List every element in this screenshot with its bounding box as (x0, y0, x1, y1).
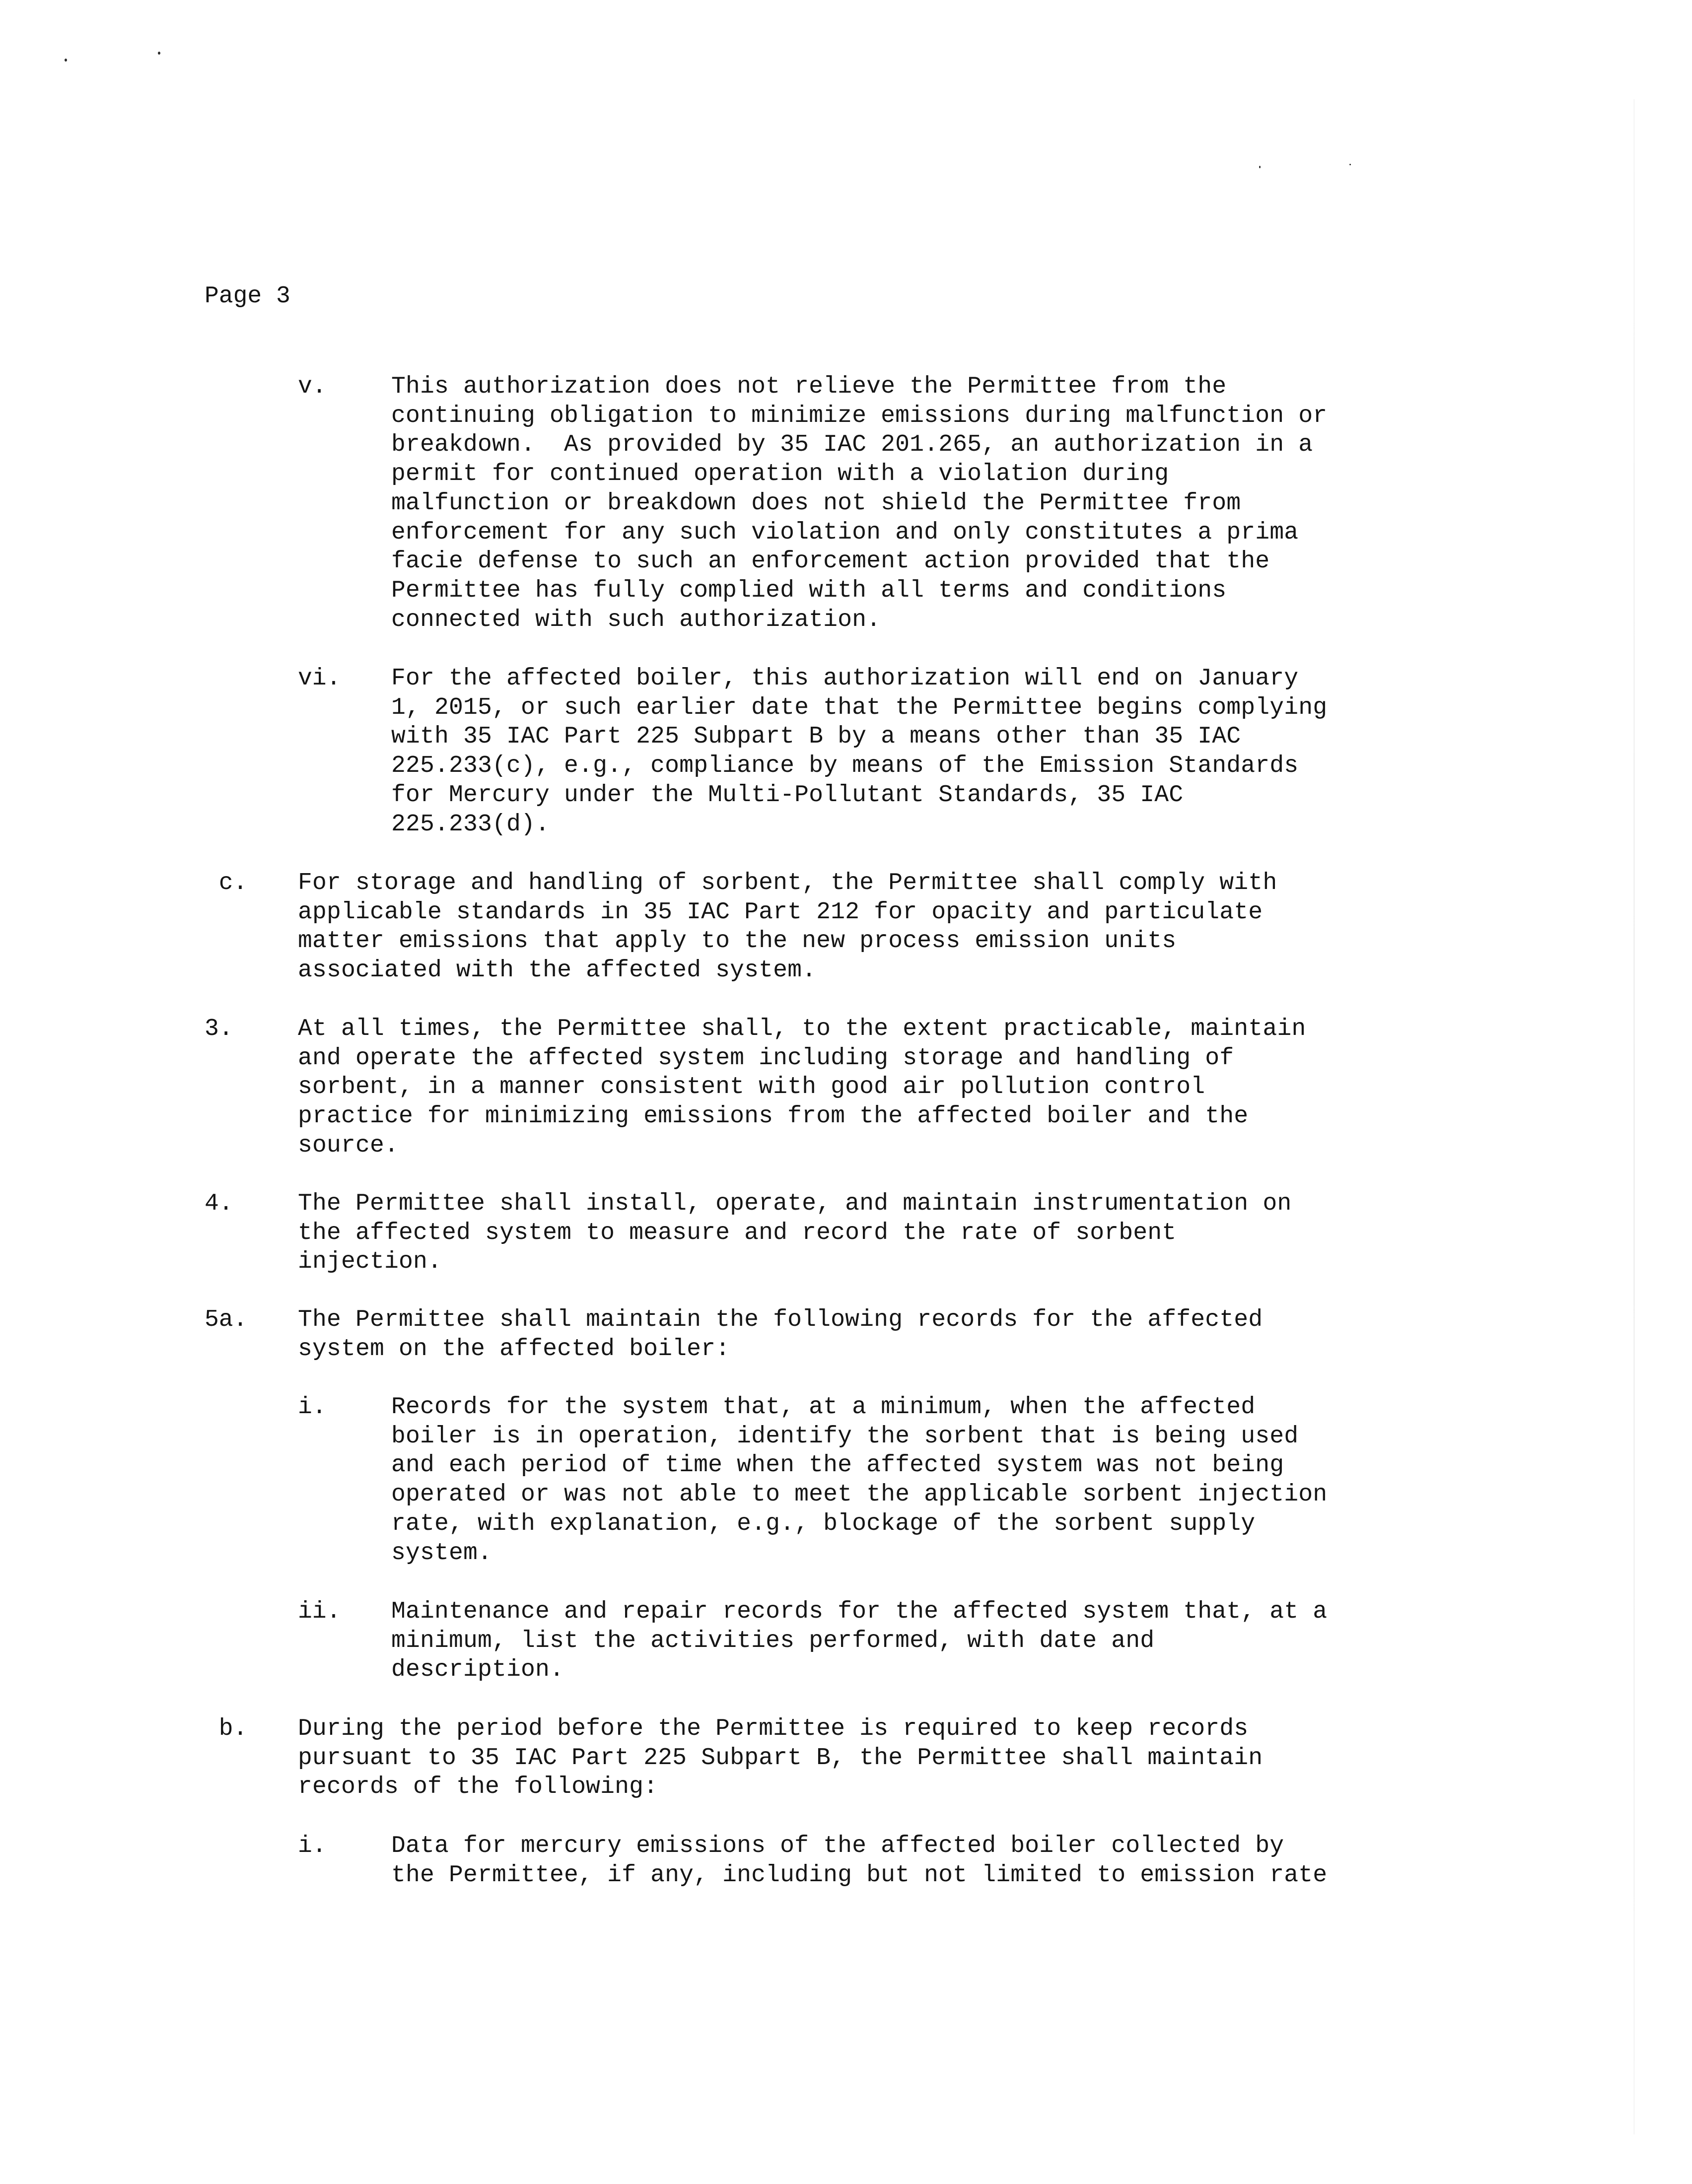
scan-edge-line (1633, 99, 1635, 2134)
paragraph-label: 4. (205, 1190, 233, 1217)
paragraph-text: For storage and handling of sorbent, the Permittee shall comply with applicable standards in 35 IAC Part 212 for opacity and particulate matter emissions that apply to the new process emission units associated with the affected system. (298, 870, 1277, 984)
paragraph-label: 3. (205, 1016, 233, 1042)
paragraph-label: c. (205, 870, 248, 896)
scan-speck (1349, 164, 1351, 165)
paragraph-text: During the period before the Permittee is required to keep records pursuant to 35 IAC Part 225 Subpart B, the Permittee shall maintain records of the following: (298, 1715, 1263, 1801)
paragraph-text: Data for mercury emissions of the affected boiler collected by the Permittee, if any, including but not limited to emission rate (391, 1833, 1328, 1889)
paragraph-label: b. (205, 1715, 248, 1742)
paragraph-label: 5a. (205, 1306, 248, 1333)
paragraph-label: v. (298, 373, 327, 400)
scan-speck (65, 59, 67, 62)
scan-speck (1259, 166, 1261, 168)
paragraph-label: i. (298, 1394, 327, 1421)
paragraph-label: vi. (298, 665, 341, 692)
paragraph-label: i. (298, 1833, 327, 1859)
paragraph-text: The Permittee shall install, operate, and maintain instrumentation on the affected system to measure and record the rate of sorbent injection. (298, 1190, 1292, 1276)
scan-speck (158, 52, 160, 55)
paragraph-text: Records for the system that, at a minimum, when the affected boiler is in operation, identify the sorbent that is being used and each period of time when the affected system was not being operated or was not able to meet the applicable sorbent injection rate, with explanation, e.g., blockage of the sorbent supply system. (391, 1394, 1328, 1567)
paragraph-text: The Permittee shall maintain the following records for the affected system on the affected boiler: (298, 1306, 1263, 1363)
paragraph-text: At all times, the Permittee shall, to the extent practicable, maintain and operate the affected system including storage and handling of sorbent, in a manner consistent with good air pollution control practice for minimizing emissions from the affected boiler and the source. (298, 1016, 1306, 1159)
page-number: Page 3 (205, 283, 290, 310)
paragraph-text: Maintenance and repair records for the affected system that, at a minimum, list the activities performed, with date and description. (391, 1598, 1328, 1684)
paragraph-text: For the affected boiler, this authorization will end on January 1, 2015, or such earlier date that the Permittee begins complying with 35 IAC Part 225 Subpart B by a means other than 35 IAC 225.233(c), e.g., compliance by means of the Emission Standards for Mercury under the Multi-Pollutant Standards, 35 IAC 225.233(d). (391, 665, 1328, 838)
paragraph-text: This authorization does not relieve the Permittee from the continuing obligation to minimize emissions during malfunction or breakdown. As provided by 35 IAC 201.265, an authorization in a permit for continued operation with a violation during malfunction or breakdown does not shield the Permittee from enforcement for any such violation and only constitutes a prima facie defense to such an enforcement action provided that the Permittee has fully complied with all terms and conditions connected with such authorization. (391, 373, 1328, 633)
paragraph-label: ii. (298, 1598, 341, 1625)
